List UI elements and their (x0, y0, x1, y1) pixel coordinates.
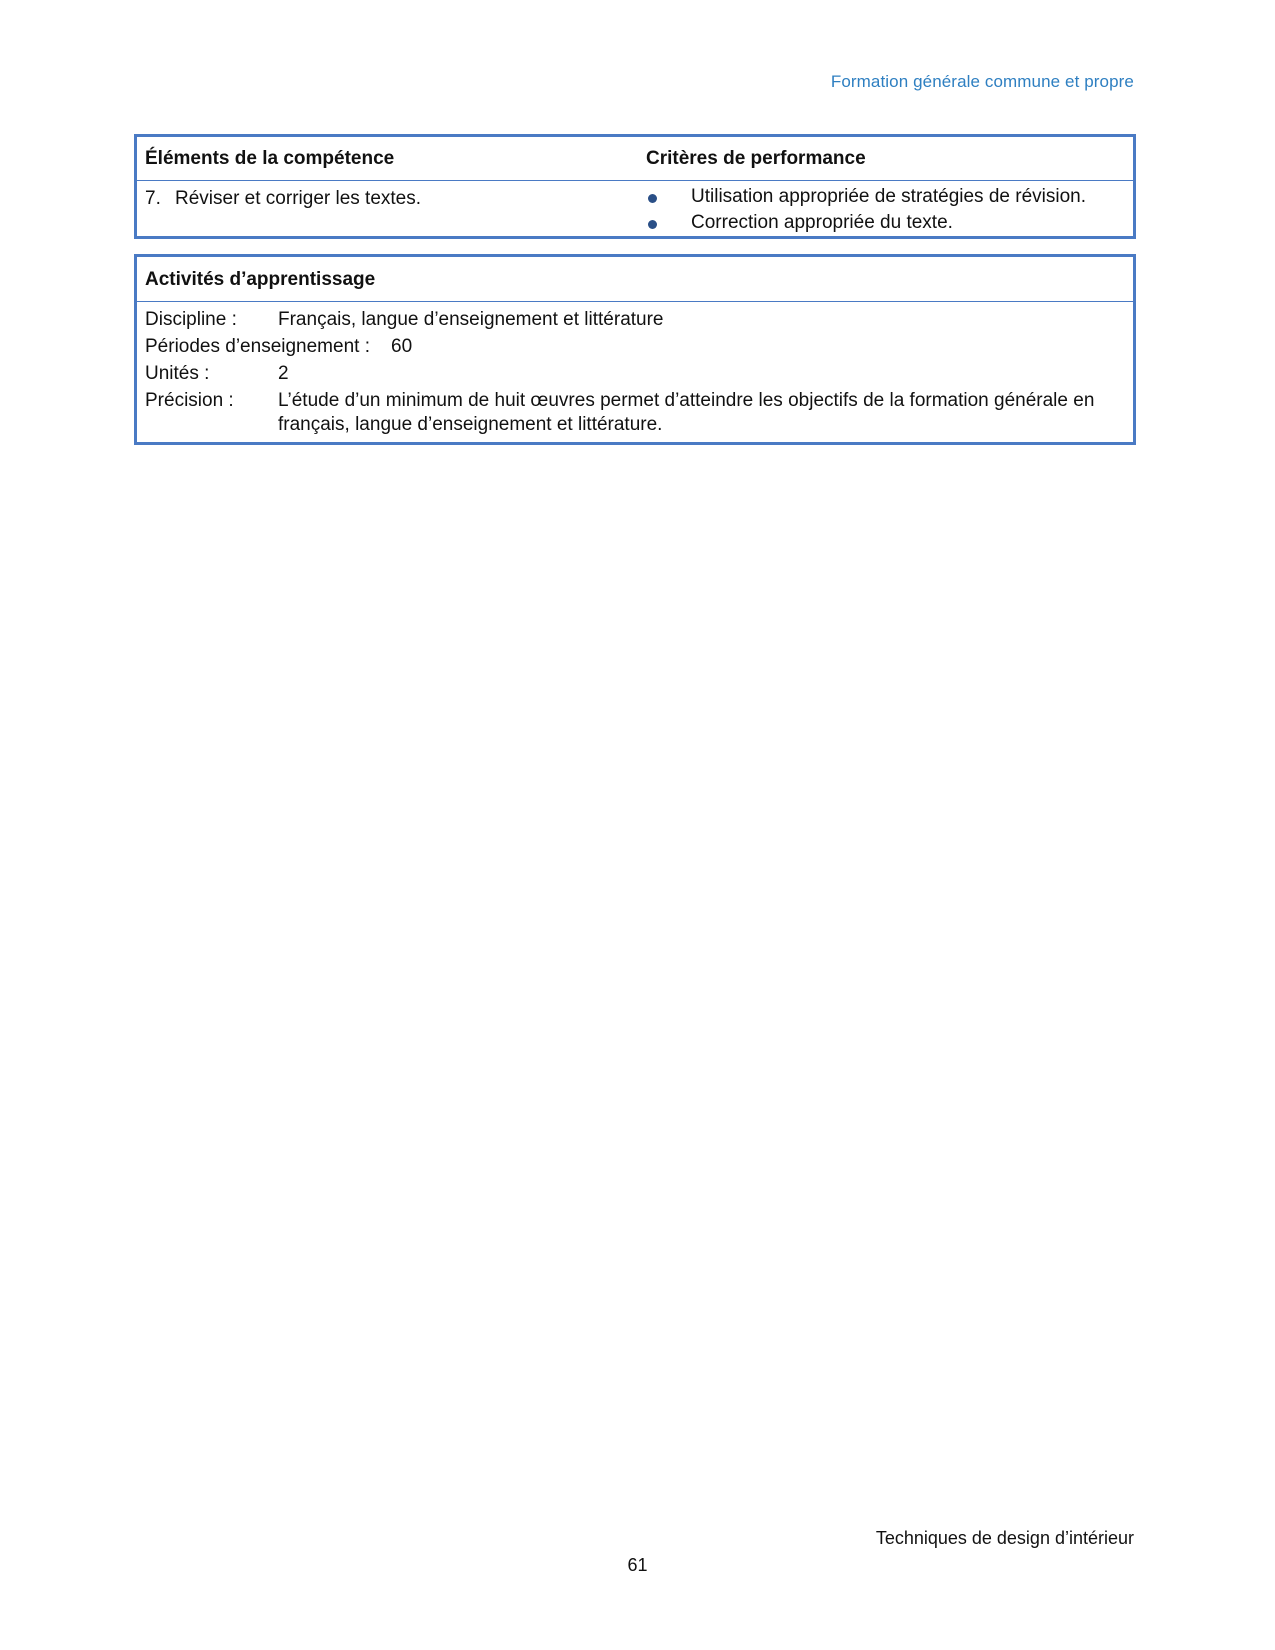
running-head-title: Formation générale commune et propre (830, 72, 1134, 91)
criteria-item (646, 211, 1086, 237)
bullet-icon (648, 220, 657, 229)
precision-label: Précision : (145, 390, 234, 411)
precision-value: L’étude d’un minimum de huit œuvres permet d’atteindre les objectifs de la formation générale en français, langue d’enseignement et littérature. (278, 390, 1095, 435)
periods-value: 60 (391, 336, 413, 357)
discipline-value: Français, langue d’enseignement et littérature (278, 309, 664, 330)
periods-label: Périodes d’enseignement : (145, 336, 370, 357)
column-header-elements: Éléments de la compétence (145, 148, 395, 169)
activities-title: Activités d’apprentissage (145, 269, 376, 290)
page-number: 61 (627, 1555, 648, 1575)
criteria-item (646, 185, 1086, 211)
competence-table (134, 134, 1136, 239)
criteria-list (646, 185, 1086, 237)
units-label: Unités : (145, 363, 210, 384)
activities-box (134, 254, 1136, 445)
bullet-icon (648, 194, 657, 203)
competence-element (145, 188, 421, 210)
criteria-text: Correction appropriée du texte. (691, 212, 953, 233)
element-number: 7. (145, 188, 161, 209)
competence-table-header (137, 137, 1133, 181)
criteria-text: Utilisation appropriée de stratégies de révision. (691, 186, 1086, 207)
activities-header (137, 257, 1133, 302)
column-header-criteria: Critères de performance (646, 148, 866, 169)
element-text: Réviser et corriger les textes. (175, 188, 422, 209)
discipline-label: Discipline : (145, 309, 237, 330)
footer-program-title: Techniques de design d’intérieur (875, 1528, 1134, 1548)
units-value: 2 (278, 363, 289, 384)
